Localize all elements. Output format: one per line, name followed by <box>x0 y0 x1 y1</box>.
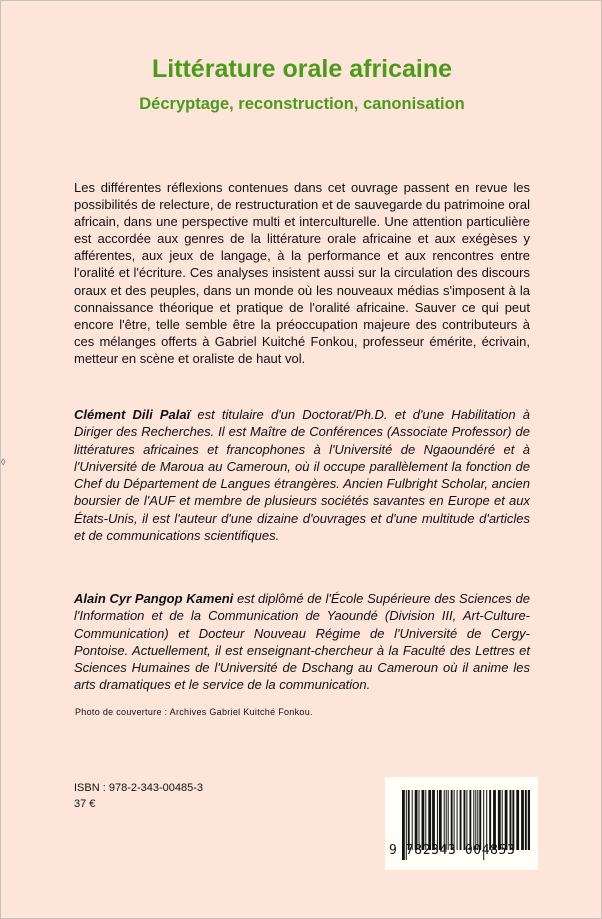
barcode-bar <box>477 790 478 850</box>
barcode-bar <box>516 790 519 850</box>
author-bio-2-text: est diplômé de l'École Supérieure des Sciences de l'Information et de la Communication de Yaoundé (Division III, Art-Culture-Communication) et Docteur Nouveau Régime de l'Université de Cergy-Pontoise. Actuellement, il est enseignant-chercheur à la Faculté des Lettres et Sciences Humaines de l'Université de Dschang au Cameroun où il anime les arts dramatiques et le service de la communication. <box>74 591 530 693</box>
barcode-bar <box>408 790 410 850</box>
barcode-bar <box>473 790 474 850</box>
author-name-2: Alain Cyr Pangop Kameni <box>74 591 234 606</box>
book-title: Littérature orale africaine <box>151 55 453 83</box>
barcode-bar <box>469 790 471 850</box>
barcode-digits: 9 782343 004853 <box>389 843 516 858</box>
barcode-bar <box>425 790 426 850</box>
barcode-bar <box>479 790 481 850</box>
barcode-bar <box>466 790 467 850</box>
barcode-bar <box>412 790 413 850</box>
barcode-bar <box>454 790 455 850</box>
barcode-bar <box>446 790 447 850</box>
barcode-bar <box>419 790 420 850</box>
barcode-bar <box>460 790 462 850</box>
barcode-bar <box>439 790 442 850</box>
barcode-bar <box>505 790 508 850</box>
isbn: ISBN : 978-2-343-00485-3 <box>74 782 204 794</box>
barcode-bar <box>432 790 435 850</box>
barcode-bar <box>525 790 527 850</box>
barcode-bar <box>486 790 487 850</box>
barcode-bar <box>502 790 503 850</box>
barcode-bar <box>512 790 514 850</box>
author-bio-1-text: est titulaire d'un Doctorat/Ph.D. et d'une Habilitation à Diriger des Recherches. Il est Maître de Conférences (Associate Professor) de littératures africaines et francophones à l'Université de Ngaoundéré et à l'Université de Maroua au Cameroun, où il occupe parallèlement la fonction de Chef du Département de Langues étrangères. Ancien Fulbright Scholar, ancien boursier de l'AUF et membre de plusieurs sociétés savantes en Europe et aux États-Unis, il est l'auteur d'une dizaine d'ouvrages et d'une multitude d'articles et de communications scientifiques. <box>74 407 530 544</box>
barcode-bar <box>444 790 445 850</box>
crop-mark-icon: ◊ <box>1 457 6 467</box>
barcode <box>385 777 538 870</box>
barcode-bar <box>475 790 476 850</box>
barcode-bar <box>493 790 496 850</box>
barcode-bar <box>521 790 524 850</box>
barcode-bar <box>457 790 458 850</box>
barcode-bar <box>489 790 491 850</box>
price: 37 € <box>74 798 96 810</box>
book-subtitle: Décryptage, reconstruction, canonisation <box>139 95 465 113</box>
barcode-bar <box>448 790 449 850</box>
barcode-bar <box>422 790 425 850</box>
author-bio-1 <box>74 406 530 544</box>
photo-credit: Photo de couverture : Archives Gabriel Kuitché Fonkou. <box>75 707 313 717</box>
barcode-bar <box>451 790 453 850</box>
barcode-bar <box>428 790 431 850</box>
barcode-bar <box>415 790 418 850</box>
summary-paragraph: Les différentes réflexions contenues dans cet ouvrage passent en revue les possibilités de relecture, de restructuration et de sauvegarde du patrimoine oral africain, dans une perspective multi et interculturelle. Une attention particulière est accordée aux genres de la littérature orale africaine et aux exégèses y afférentes, aux jeux de langage, à la performance et aux rencontres entre l'oralité et l'écriture. Ces analyses insistent aussi sur la circulation des discours oraux et des peuples, dans un monde où les nouveaux médias s'imposent à la connaissance théorique et pratique de l'oralité africaine. Sauver ce qui peut encore l'être, telle semble être la préoccupation majeure des contributeurs à ces mélanges offerts à Gabriel Kuitché Fonkou, professeur émérite, écrivain, metteur en scène et oraliste de haut vol. <box>74 180 530 366</box>
author-name-1: Clément Dili Palaï <box>74 407 191 422</box>
barcode-bar <box>510 790 512 850</box>
author-bio-2 <box>74 590 530 694</box>
barcode-bar <box>464 790 466 850</box>
barcode-bar <box>498 790 501 850</box>
barcode-bar <box>437 790 438 850</box>
barcode-bar <box>528 790 530 850</box>
